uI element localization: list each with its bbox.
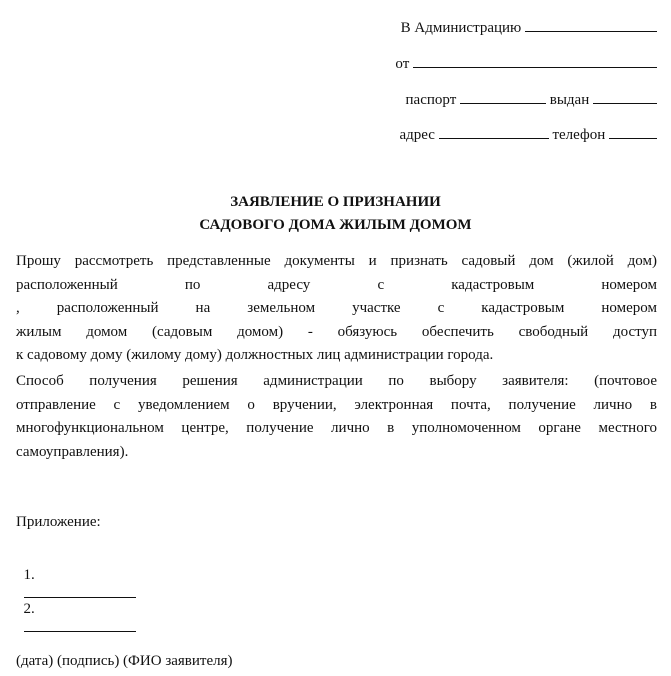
request-line5: к садовому дому (жилому дому) должностных лиц администрации города. [16,347,494,363]
attachment-item-2 [16,582,136,637]
request-paragraph [16,250,657,368]
header-address-row [399,125,657,144]
request-line3 [16,297,657,321]
attachment-item-1-number: 1. [23,567,35,583]
from-field-line[interactable] [413,54,657,68]
issued-label: выдан [549,92,590,108]
attachment-item-2-line[interactable] [24,618,136,632]
method-line1 [16,370,657,394]
header-passport-row [406,90,657,109]
request-line2 [16,274,657,298]
attachment-item-2-number: 2. [23,601,35,617]
obligation-text: жилым домом (садовым домом) - обязуюсь обеспечить свободный доступ [16,323,657,340]
method-options-start: (почтовое [594,373,658,389]
address-field-line[interactable] [439,125,549,139]
attachment-label: Приложение: [16,514,101,530]
to-label: В Администрацию [400,20,522,36]
method-line2: отправление с уведомлением о вручении, электронная почта, получение лично в [16,396,657,413]
to-field-line[interactable] [525,18,657,32]
header-from-row [395,54,657,73]
request-address-label: расположенный по адресу [16,276,311,293]
cadastral-label: с кадастровым номером [377,276,657,293]
method-paragraph [16,370,657,464]
document-title-line1: ЗАЯВЛЕНИЕ О ПРИЗНАНИИ [230,194,441,210]
land-plot-text: , расположенный на земельном участке с кадастровым номером [16,300,657,316]
signature-line: (дата) (подпись) (ФИО заявителя) [16,653,233,669]
from-label: от [395,56,410,72]
document-title-line2: САДОВОГО ДОМА ЖИЛЫМ ДОМОМ [199,217,472,233]
address-label: адрес [399,127,435,143]
header-to-row [401,18,657,37]
method-label: Способ получения решения администрации по выбору заявителя: [16,373,569,389]
issued-field-line[interactable] [593,90,657,104]
passport-label: паспорт [405,92,457,108]
phone-field-line[interactable] [609,125,657,139]
phone-label: телефон [552,127,606,143]
request-line1: Прошу рассмотреть представленные документы и признать садовый дом (жилой дом) [16,253,657,269]
method-line3: многофункциональном центре, получение лично в уполномоченном органе местного [16,420,657,436]
request-line4 [16,321,657,345]
passport-field-line[interactable] [460,90,546,104]
method-line4: самоуправления). [16,443,129,460]
